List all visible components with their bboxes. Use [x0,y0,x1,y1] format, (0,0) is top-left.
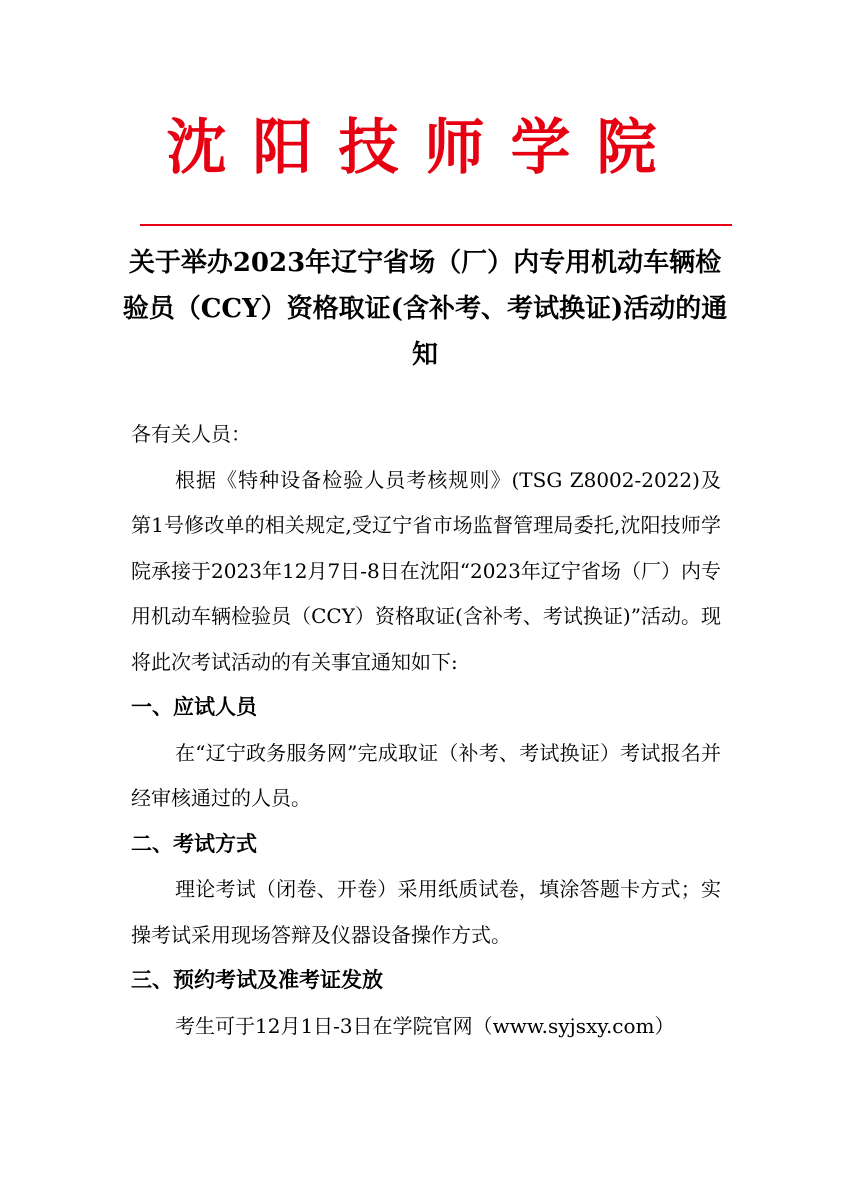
section-heading-1: 一、应试人员 [131,695,257,719]
institution-masthead: 沈阳技师学院 [166,113,683,183]
section-body-3: 考生可于12月1日-3日在学院官网（www.syjsxy.com） [175,1013,675,1038]
section-body-2: 理论考试（闭卷、开卷）采用纸质试卷，填涂答题卡方式；实操考试采用现场答辩及仪器设备操作方式。 [131,877,721,947]
section-heading-3: 三、预约考试及准考证发放 [131,968,383,992]
red-header-rule [140,224,732,226]
intro-paragraph: 根据《特种设备检验人员考核规则》(TSG Z8002-2022)及第1号修改单的相关规定,受辽宁省市场监督管理局委托,沈阳技师学院承接于2023年12月7日-8日在沈阳“2023年辽宁省场（厂）内专用机动车辆检验员（CCY）资格取证(含补考、考试换证)”活动。现将此次考试活动的有关事宜通知如下: [131,467,721,674]
section-heading-2: 二、考试方式 [131,831,257,856]
notice-body [131,412,721,1049]
section-body-1: 在“辽宁政务服务网”完成取证（补考、考试换证）考试报名并经审核通过的人员。 [131,740,721,810]
notice-title: 关于举办2023年辽宁省场（厂）内专用机动车辆检验员（CCY）资格取证(含补考、考试换证)活动的通知 [122,248,728,370]
salutation: 各有关人员： [131,422,251,446]
